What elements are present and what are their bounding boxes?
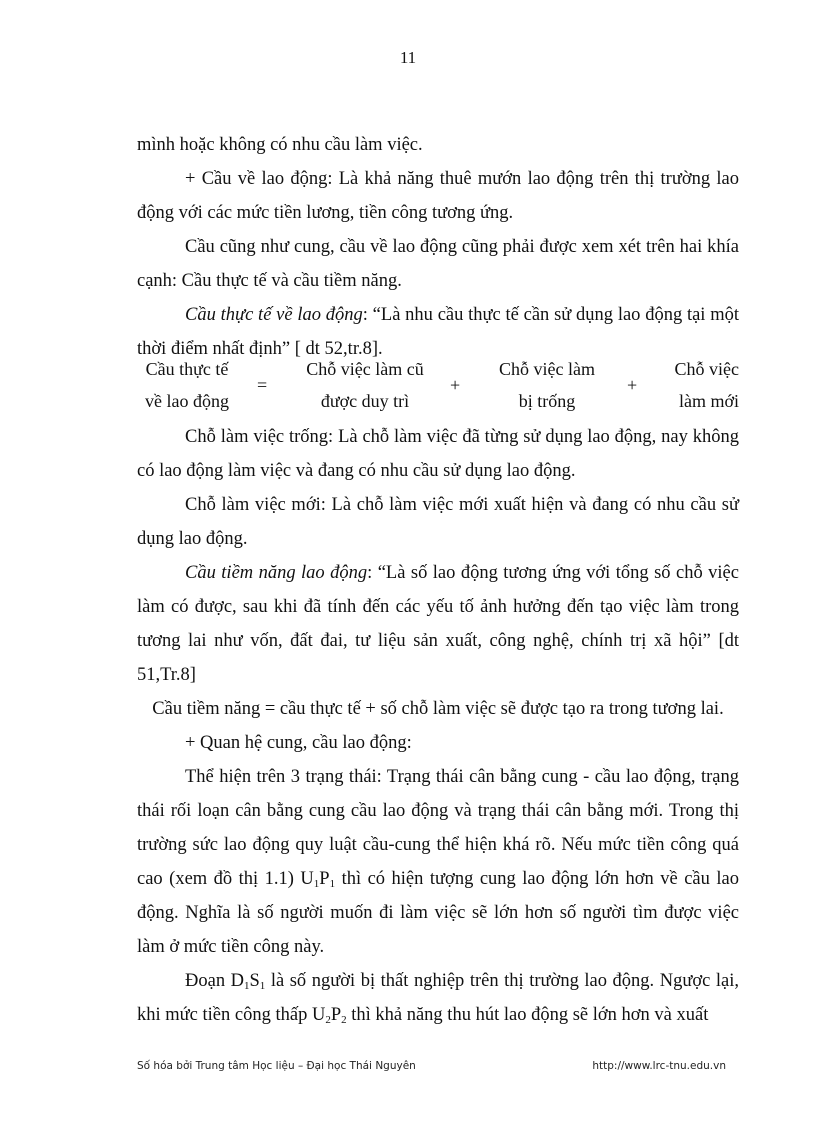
formula-text: làm mới (678, 391, 739, 411)
footer-url[interactable]: http://www.lrc-tnu.edu.vn (592, 1060, 726, 1072)
definition-text: : “Là số lao động tương ứng với tổng số chỗ việc làm có được, sau khi đã tính đến các yếu tố ảnh hưởng đến tạo việc làm trong tương lai như vốn, đất đai, tư liệu sản xuất, công nghệ, chính trị xã hội” [dt 51,Tr.8] (137, 563, 739, 685)
formula-text: Chỗ việc (674, 359, 739, 379)
text-run: S (249, 971, 260, 991)
formula-term-3 (659, 353, 739, 417)
definition-text: : “Là nhu cầu thực tế cần sử dụng lao động tại một thời điểm nhất định” [ dt 52,tr.8]. (137, 305, 739, 359)
formula-text: Chỗ việc làm cũ (306, 359, 424, 379)
term-italic: Cầu tiềm năng lao động (185, 563, 368, 583)
formula-text: về lao động (145, 391, 229, 411)
main-text-block (137, 420, 739, 1032)
top-text-block (137, 128, 739, 366)
formula-text: được duy trì (320, 391, 410, 411)
paragraph: Cầu cũng như cung, cầu về lao động cũng phải được xem xét trên hai khía cạnh: Cầu thực tế và cầu tiềm năng. (137, 237, 739, 291)
text-run: P (319, 869, 330, 889)
term-italic: Cầu thực tế về lao động (185, 305, 363, 325)
subscript: 2 (341, 1014, 347, 1026)
subscript: 1 (329, 878, 336, 890)
text-run: là số người bị thất nghiệp trên thị trường lao động. Ngược lại, khi mức tiền công thấp U (137, 971, 739, 1025)
text-run: thì khả năng thu hút lao động sẽ lớn hơn và xuất (346, 1005, 709, 1025)
page-number: 11 (399, 48, 417, 67)
potential-demand-definition (137, 556, 739, 692)
formula-lhs (137, 353, 237, 417)
equals-sign: = (257, 375, 268, 395)
text-run: thì có hiện tượng cung lao động lớn hơn về cầu lao động. Nghĩa là số người muốn đi làm việc sẽ lớn hơn số người tìm được việc làm ở mức tiền công này. (137, 869, 739, 957)
text-run: Thể hiện trên 3 trạng thái: Trạng thái cân bằng cung - cầu lao động, trạng thái rối loạn cân bằng cung cầu lao động và trạng thái cân bằng mới. Trong thị trường sức lao động quy luật cầu-cung thể hiện khá rõ. Nếu mức tiền công quá cao (xem đồ thị 1.1) U (137, 767, 739, 889)
formula-term-1 (289, 353, 441, 417)
footer-source: Số hóa bởi Trung tâm Học liệu – Đại học Thái Nguyên (137, 1060, 416, 1072)
plus-sign: + (450, 375, 461, 395)
demand-formula (137, 353, 739, 417)
paragraph: Chỗ làm việc trống: Là chỗ làm việc đã từng sử dụng lao động, nay không có lao động làm việc và đang có nhu cầu sử dụng lao động. (137, 427, 739, 481)
paragraph: mình hoặc không có nhu cầu làm việc. (137, 135, 423, 155)
subscript: 1 (313, 878, 320, 890)
subscript: 1 (259, 980, 266, 992)
formula-text: bị trống (518, 391, 576, 411)
formula-text: Cầu thực tế (145, 359, 229, 379)
subscript: 2 (325, 1014, 331, 1026)
potential-formula: Cầu tiềm năng = cầu thực tế + số chỗ làm việc sẽ được tạo ra trong tương lai. (152, 699, 724, 719)
text-run: P (330, 1005, 342, 1025)
last-paragraph (137, 964, 739, 1032)
paragraph: Chỗ làm việc mới: Là chỗ làm việc mới xuất hiện và đang có nhu cầu sử dụng lao động. (137, 495, 739, 549)
relation-heading: + Quan hệ cung, cầu lao động: (185, 733, 412, 753)
formula-term-2 (482, 353, 612, 417)
paragraph: + Cầu về lao động: Là khả năng thuê mướn lao động trên thị trường lao động với các mức tiền lương, tiền công tương ứng. (137, 169, 739, 223)
subscript: 1 (243, 980, 250, 992)
formula-text: Chỗ việc làm (499, 359, 595, 379)
text-run: Đoạn D (185, 971, 244, 991)
relation-paragraph (137, 760, 739, 964)
plus-sign: + (627, 375, 638, 395)
